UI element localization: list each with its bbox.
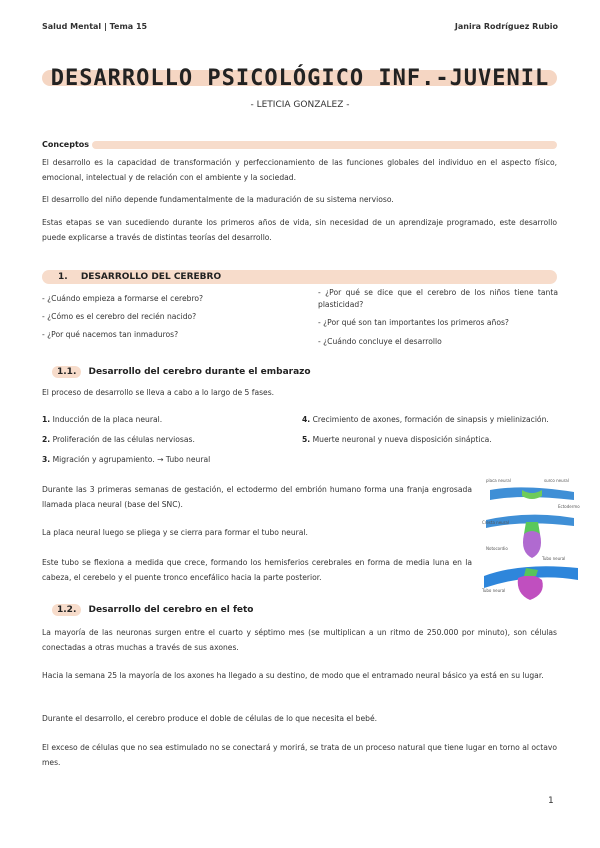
section12-number: 1.2.	[52, 604, 81, 616]
fig-label: Notocordio	[486, 546, 508, 551]
section1-heading	[58, 272, 221, 282]
questions-right	[318, 287, 558, 348]
header-right: Janira Rodríguez Rubio	[454, 22, 558, 31]
questions-left	[42, 293, 292, 341]
conceptos-label: Conceptos	[42, 140, 90, 149]
fig-label: Tubo neural	[542, 556, 566, 561]
section11-heading	[52, 367, 311, 377]
phase-item: 1. Inducción de la placa neural.	[42, 415, 163, 424]
neural-tube-shape	[518, 575, 543, 600]
phases-right	[302, 414, 558, 446]
phase-item: 2. Proliferación de las células nerviosas.	[42, 435, 195, 444]
question-item: - ¿Cuándo empieza a formarse el cerebro?	[42, 294, 204, 303]
fig-label: surco neural	[544, 478, 569, 483]
conceptos-p1: El desarrollo es la capacidad de transformación y perfeccionamiento de las funciones globales del individuo en el aspecto físico, emocional, intelectual y de relación con el ambiente y la sociedad.	[42, 158, 557, 182]
section12-title: Desarrollo del cerebro en el feto	[88, 605, 254, 615]
page-title: DESARROLLO PSICOLÓGICO INF.-JUVENIL	[50, 66, 550, 91]
phase-item: 4. Crecimiento de axones, formación de sinapsis y mielinización.	[302, 415, 549, 424]
section12-p1: La mayoría de las neuronas surgen entre el cuarto y séptimo mes (se multiplican a un ritmo de 250.000 por minuto), son células conectadas a otras muchas a través de sus axones.	[42, 628, 557, 652]
section1-number: 1.	[58, 272, 68, 282]
header-left: Salud Mental | Tema 15	[42, 22, 148, 31]
phases-left	[42, 414, 292, 466]
section12-p4: El exceso de células que no sea estimulado no se conectará y morirá, se trata de un proceso natural que tiene lugar en torno al octavo mes.	[42, 743, 557, 767]
question-item: - ¿Por qué nacemos tan inmaduros?	[42, 330, 179, 339]
fig-label: Cresta neural	[482, 520, 509, 525]
question-item: - ¿Por qué son tan importantes los primeros años?	[318, 318, 509, 327]
phase-item: 5. Muerte neuronal y nueva disposición sináptica.	[302, 435, 492, 444]
section11-p2: La placa neural luego se pliega y se cierra para formar el tubo neural.	[42, 528, 308, 537]
section12-heading	[52, 605, 253, 615]
neural-tube-figure	[482, 476, 582, 606]
fig-label: Tubo neural	[482, 588, 506, 593]
phase-item: 3. Migración y agrupamiento. → Tubo neural	[42, 455, 211, 464]
section11-intro: El proceso de desarrollo se lleva a cabo a lo largo de 5 fases.	[42, 388, 275, 397]
neural-tube-illustration	[482, 476, 582, 606]
question-item: - ¿Cuándo concluye el desarrollo	[318, 337, 442, 346]
conceptos-p3: Estas etapas se van sucediendo durante los primeros años de vida, sin necesidad de un aprendizaje programado, este desarrollo puede explicarse a través de distintas teorías del desarrollo.	[42, 218, 557, 242]
page-subtitle: - LETICIA GONZALEZ -	[250, 100, 350, 110]
section11-number: 1.1.	[52, 366, 81, 378]
conceptos-bar	[92, 141, 557, 149]
section11-title: Desarrollo del cerebro durante el embarazo	[88, 367, 311, 377]
section11-p1: Durante las 3 primeras semanas de gestación, el ectodermo del embrión humano forma una franja engrosada llamada placa neural (base del SNC).	[42, 485, 472, 509]
section12-p3: Durante el desarrollo, el cerebro produce el doble de células de lo que necesita el bebé.	[42, 714, 378, 723]
section11-p3: Este tubo se flexiona a medida que crece, formando los hemisferios cerebrales en forma de media luna en la cabeza, el cerebelo y el puente tronco encefálico hacia la parte posterior.	[42, 558, 472, 582]
notochord-shape	[523, 531, 541, 558]
question-item: - ¿Cómo es el cerebro del recién nacido?	[42, 312, 197, 321]
fig-label: placa neural	[486, 478, 511, 483]
question-item: - ¿Por qué se dice que el cerebro de los niños tiene tanta plasticidad?	[318, 288, 558, 309]
conceptos-p2: El desarrollo del niño depende fundamentalmente de la maduración de su sistema nervioso.	[42, 195, 394, 204]
fig-label: Ectodermo	[558, 504, 580, 509]
page-number: 1	[548, 796, 554, 806]
section12-p2: Hacia la semana 25 la mayoría de los axones ha llegado a su destino, de modo que el entramado neural básico ya está en su lugar.	[42, 671, 544, 680]
section1-title: DESARROLLO DEL CEREBRO	[80, 272, 222, 282]
